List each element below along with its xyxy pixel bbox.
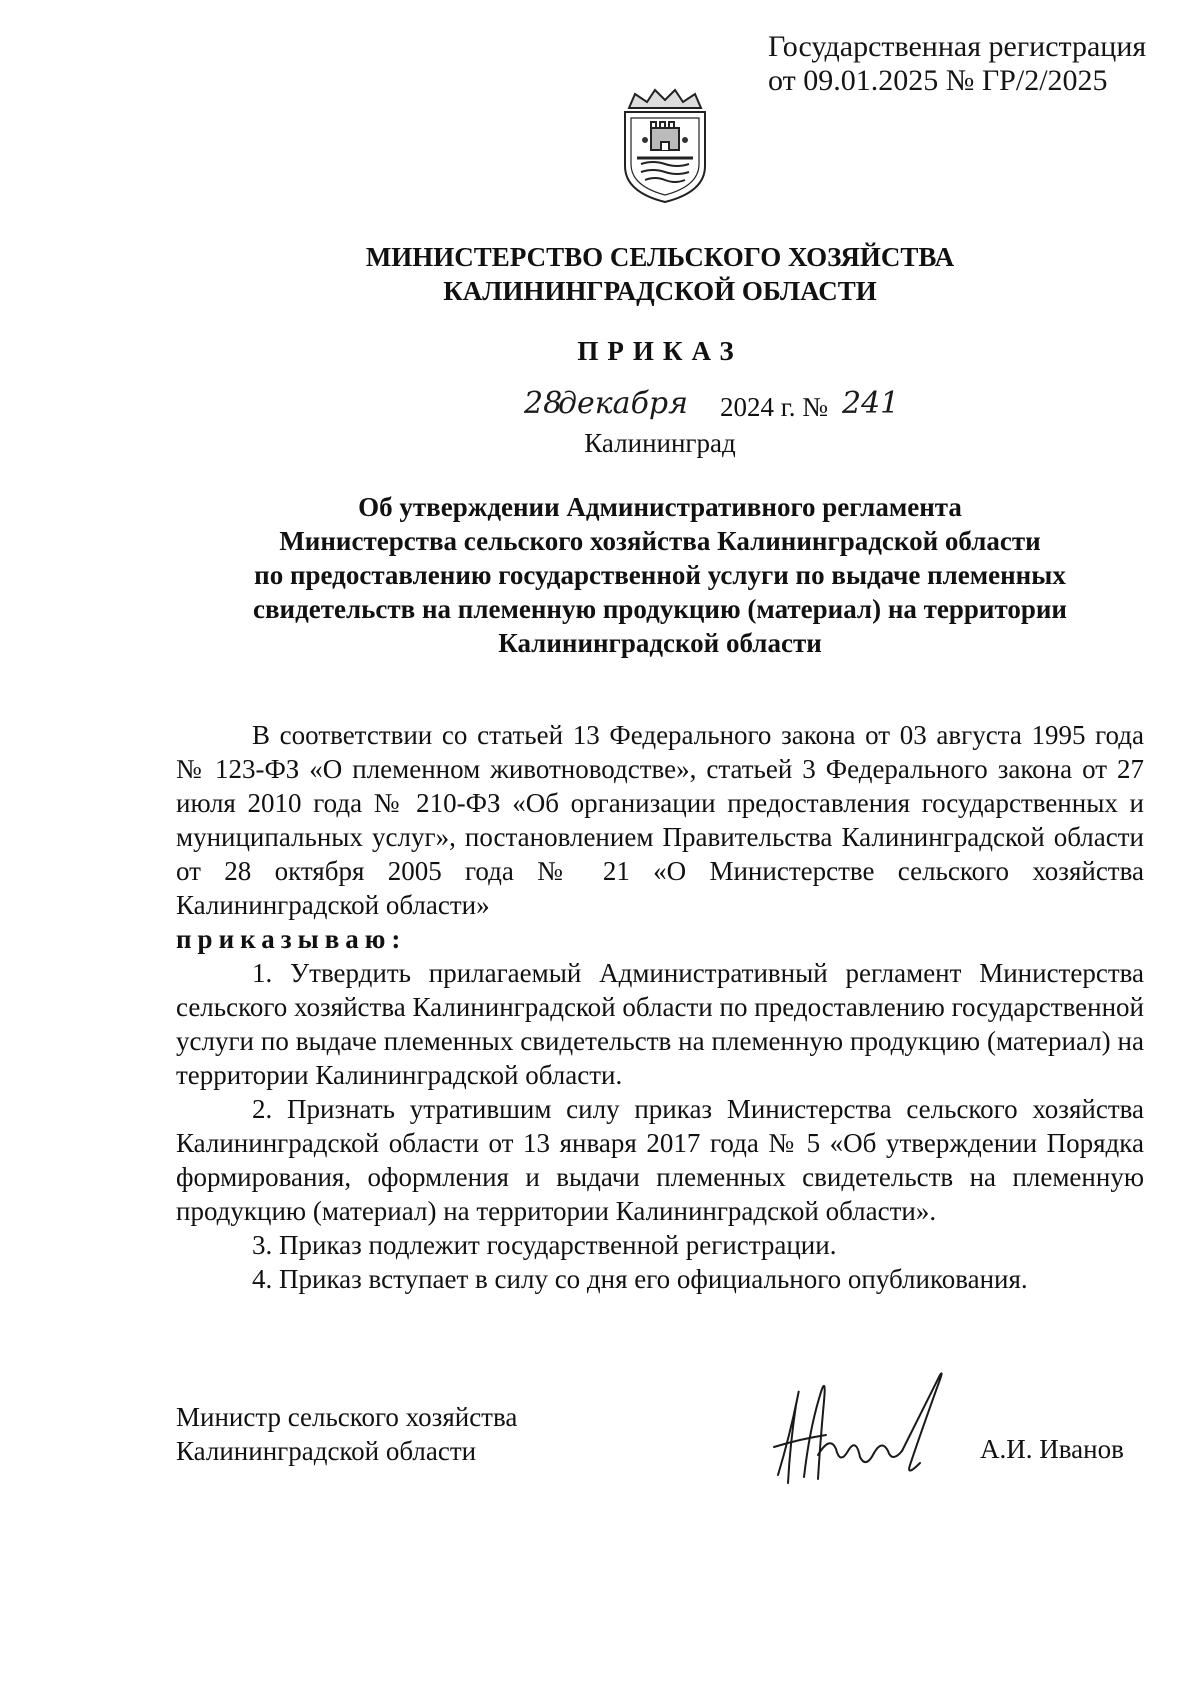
decree-word: приказываю: — [176, 924, 407, 954]
signer-position-line-1: Министр сельского хозяйства — [176, 1402, 518, 1432]
subject-line: Министерства сельского хозяйства Калининградской области — [279, 526, 1041, 556]
order-item: 3. Приказ подлежит государственной регистрации. — [252, 1230, 837, 1260]
order-item: 4. Приказ вступает в силу со дня его официального опубликования. — [252, 1264, 1028, 1294]
subject-line: Об утверждении Административного регламента — [358, 492, 962, 522]
order-subject — [176, 490, 1144, 660]
handwritten-day: 28 — [524, 386, 563, 421]
registration-line-2: от 09.01.2025 № ГР/2/2025 — [768, 64, 1108, 97]
preamble-paragraph — [176, 718, 1144, 922]
registration-stamp — [768, 30, 1146, 98]
coat-of-arms-icon — [615, 88, 715, 206]
order-item: 1. Утвердить прилагаемый Административный регламент Министерства сельского хозяйства Калининградской области по предоставлению государственной услуги по выдаче племенных свидетельств на племенную продукцию (материал) на территории Калининградской области. — [176, 958, 1144, 1090]
signer-name: А.И. Иванов — [980, 1434, 1124, 1464]
document-title: ПРИКАЗ — [577, 336, 743, 366]
handwritten-month: декабря — [558, 386, 688, 421]
signer-position — [176, 1400, 517, 1468]
order-date-line — [524, 386, 944, 432]
order-city: Калининград — [584, 428, 736, 458]
ministry-name — [0, 240, 1200, 308]
signer-position-line-2: Калининградской области — [176, 1436, 477, 1466]
registration-line-1: Государственная регистрация — [768, 30, 1147, 63]
order-item: 2. Признать утратившим силу приказ Министерства сельского хозяйства Калининградской области от 13 января 2017 года № 5 «Об утверждении Порядка формирования, оформления и выдачи племенных свидетельств на племенную продукцию (материал) на территории Калининградской области». — [176, 1094, 1144, 1226]
handwritten-order-number: 241 — [842, 386, 900, 421]
ministry-line-2: КАЛИНИНГРАДСКОЙ ОБЛАСТИ — [443, 276, 877, 306]
order-year-label: 2024 г. № — [720, 392, 829, 422]
order-body — [176, 718, 1144, 1296]
preamble-text: В соответствии со статьей 13 Федерального закона от 03 августа 1995 года № 123-ФЗ «О племенном животноводстве», статьей 3 Федерального закона от 27 июля 2010 года № 210-ФЗ «Об организации предоставления государственных и муниципальных услуг», постановлением Правительства Калининградской области от 28 октября 2005 года № 21 «О Министерстве сельского хозяйства Калининградской области» — [176, 720, 1144, 920]
handwritten-signature — [770, 1365, 970, 1495]
subject-line: Калининградской области — [498, 628, 822, 658]
ministry-line-1: МИНИСТЕРСТВО СЕЛЬСКОГО ХОЗЯЙСТВА — [365, 242, 955, 272]
subject-line: свидетельств на племенную продукцию (материал) на территории — [252, 594, 1067, 624]
subject-line: по предоставлению государственной услуги по выдаче племенных — [254, 560, 1066, 590]
